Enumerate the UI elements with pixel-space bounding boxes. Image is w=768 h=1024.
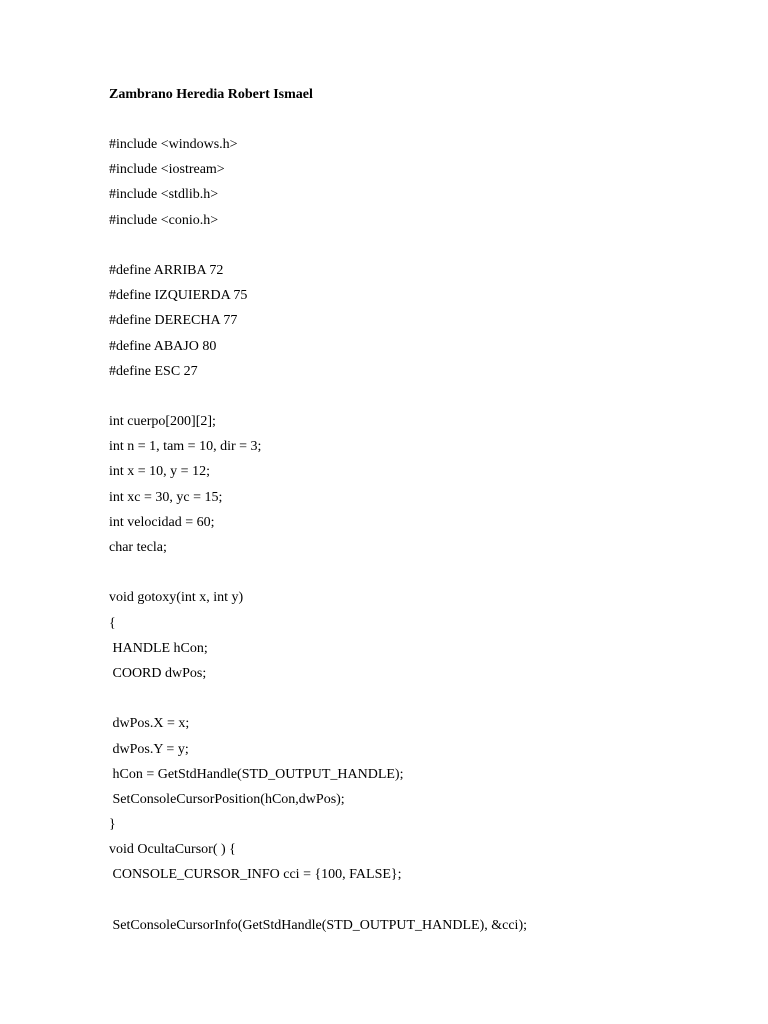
code-line: dwPos.X = x;: [109, 716, 190, 732]
code-line: int xc = 30, yc = 15;: [109, 489, 223, 505]
blank-line: [109, 237, 527, 262]
code-line: #include <conio.h>: [109, 212, 219, 228]
code-line: SetConsoleCursorInfo(GetStdHandle(STD_OUTPUT_HANDLE), &cci);: [109, 917, 527, 933]
code-line: }: [109, 817, 116, 833]
code-line: #define ARRIBA 72: [109, 262, 224, 278]
blank-line: [109, 564, 527, 589]
code-line: #include <windows.h>: [109, 137, 238, 152]
code-line: #define DERECHA 77: [109, 313, 238, 329]
code-block: [109, 136, 527, 942]
code-line: int cuerpo[200][2];: [109, 414, 216, 430]
blank-line: [109, 690, 527, 715]
code-line: int n = 1, tam = 10, dir = 3;: [109, 439, 262, 455]
code-line: #define ABAJO 80: [109, 338, 217, 354]
blank-line: [109, 388, 527, 413]
blank-line: [109, 892, 527, 917]
code-line: CONSOLE_CURSOR_INFO cci = {100, FALSE};: [109, 867, 402, 883]
code-line: #define ESC 27: [109, 363, 198, 379]
code-line: hCon = GetStdHandle(STD_OUTPUT_HANDLE);: [109, 766, 404, 782]
code-line: int x = 10, y = 12;: [109, 464, 210, 480]
code-line: int velocidad = 60;: [109, 514, 215, 530]
code-line: COORD dwPos;: [109, 665, 207, 681]
code-line: SetConsoleCursorPosition(hCon,dwPos);: [109, 791, 345, 807]
author-name: Zambrano Heredia Robert Ismael: [109, 87, 313, 102]
code-line: HANDLE hCon;: [109, 640, 208, 656]
code-line: dwPos.Y = y;: [109, 741, 189, 757]
code-line: #define IZQUIERDA 75: [109, 288, 248, 304]
code-line: {: [109, 615, 116, 631]
code-line: void OcultaCursor( ) {: [109, 842, 236, 858]
code-line: char tecla;: [109, 540, 167, 555]
code-line: #include <stdlib.h>: [109, 187, 219, 203]
code-line: #include <iostream>: [109, 162, 225, 178]
code-line: void gotoxy(int x, int y): [109, 590, 244, 606]
